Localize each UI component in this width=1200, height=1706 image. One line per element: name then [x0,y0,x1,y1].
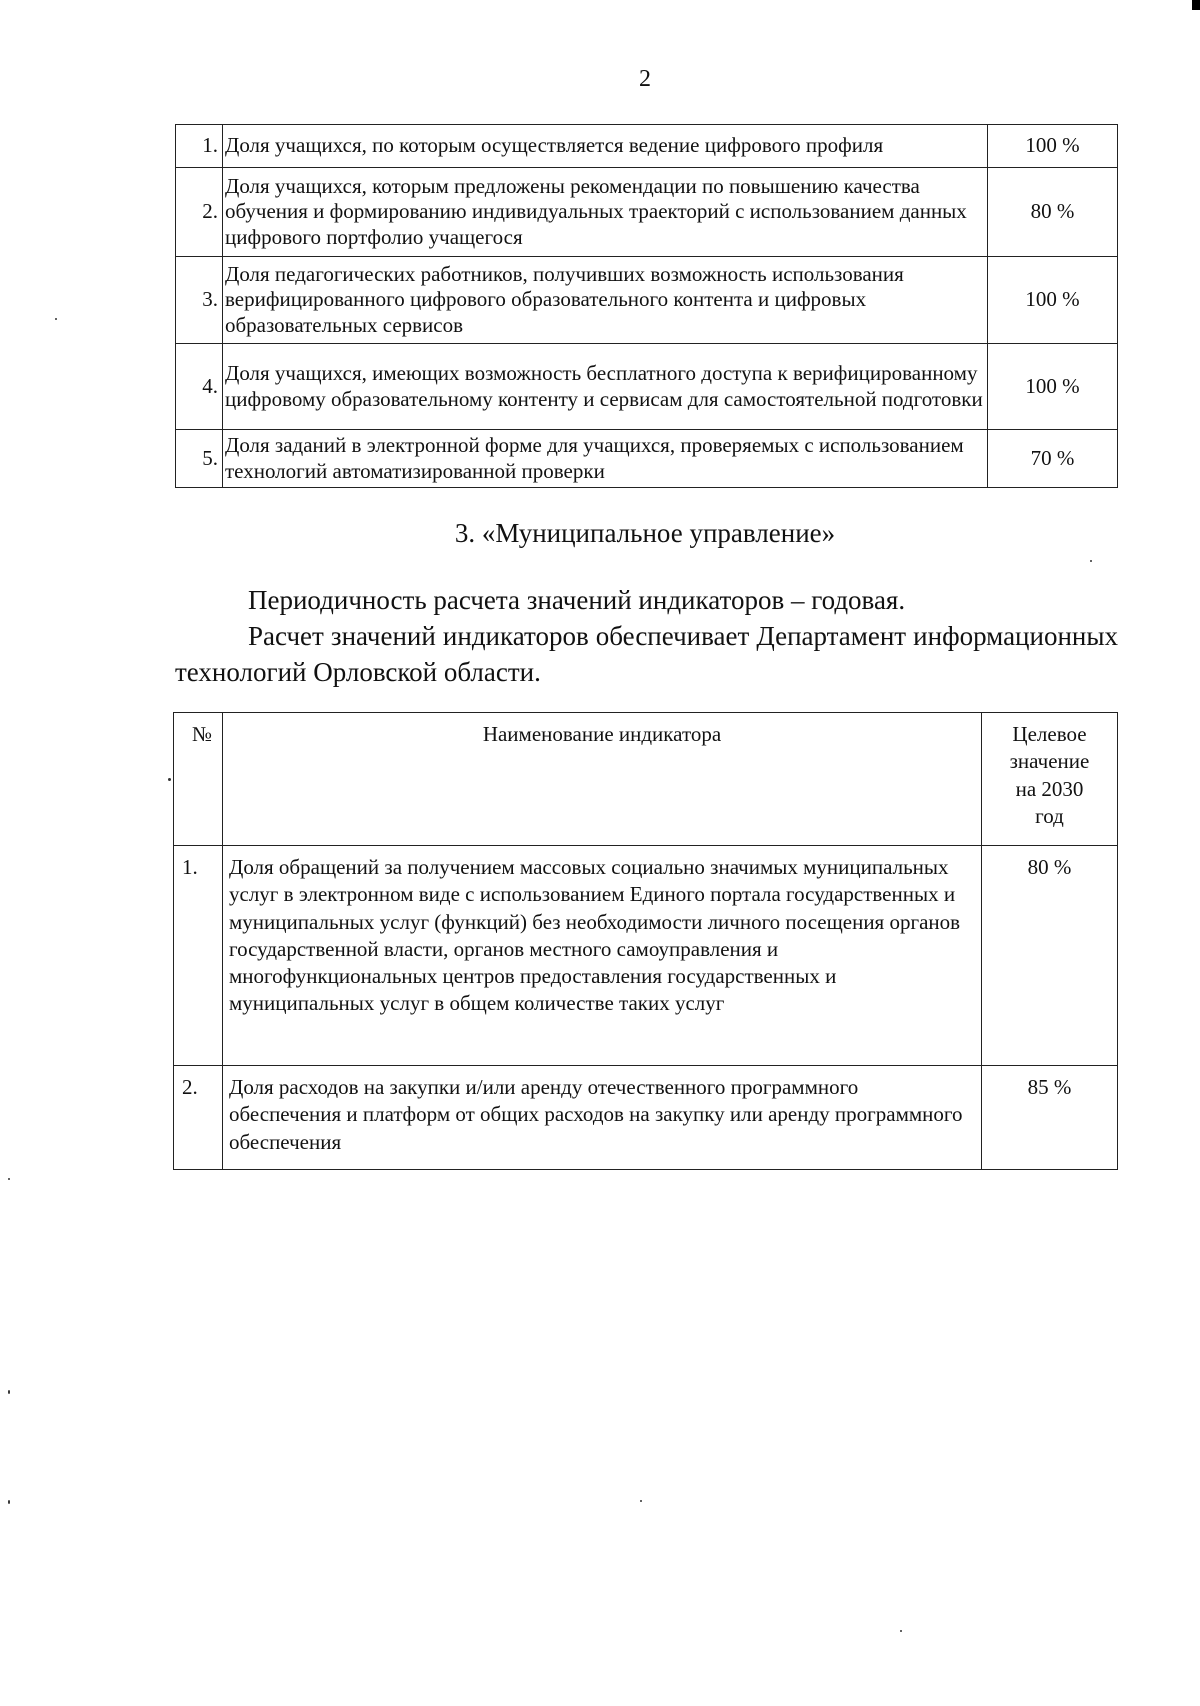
indicator-text: Доля учащихся, по которым осуществляется ведение цифрового профиля [223,125,988,168]
scan-speck [55,318,57,320]
table-row [176,168,1118,257]
responsible-paragraph: Расчет значений индикаторов обеспечивает Департамент информационных технологий Орловской области. [175,621,1118,687]
row-number: 1. [176,125,223,168]
indicator-value: 80 % [982,846,1118,1066]
scan-speck [1090,560,1092,562]
indicator-value: 100 % [988,257,1118,344]
indicator-value: 85 % [982,1066,1118,1170]
row-number: 1. [174,846,223,1066]
indicators-table-municipal [173,712,1118,1170]
indicator-value: 100 % [988,125,1118,168]
indicator-text: Доля расходов на закупки и/или аренду отечественного программного обеспечения и платформ от общих расходов на закупку или аренду программного обеспечения [223,1066,982,1170]
scan-speck [8,1390,10,1394]
indicator-value: 80 % [988,168,1118,257]
table-row [176,344,1118,430]
indicator-value: 100 % [988,344,1118,430]
table-row [176,257,1118,344]
page-number: 2 [639,66,651,92]
indicator-text: Доля учащихся, имеющих возможность бесплатного доступа к верифицированному цифровому образовательному контенту и сервисам для самостоятельной подготовки [223,344,988,430]
header-target-value [982,713,1118,846]
section-heading: 3. «Муниципальное управление» [454,518,836,548]
header-target-line: на 2030 [1015,776,1084,801]
table-header-row [174,713,1118,846]
scan-speck [900,1630,902,1632]
row-number: 5. [176,430,223,488]
row-number: 3. [176,257,223,344]
scan-speck [168,778,171,781]
row-number: 2. [176,168,223,257]
row-number: 4. [176,344,223,430]
header-target-line: значение [1009,749,1090,774]
header-target-line: Целевое [1012,722,1087,746]
periodicity-paragraph: Периодичность расчета значений индикаторов – годовая. [248,585,906,615]
row-number: 2. [174,1066,223,1170]
scan-speck [8,1500,10,1504]
header-indicator-name: Наименование индикатора [223,713,982,846]
scan-corner-mark [1192,0,1200,10]
table-row [176,430,1118,488]
indicator-value: 70 % [988,430,1118,488]
table-row [174,846,1118,1066]
scan-speck [8,1178,10,1180]
scan-speck [640,1500,642,1502]
table-row [174,1066,1118,1170]
indicator-text: Доля педагогических работников, получивших возможность использования верифицированного цифрового образовательного контента и цифровых образовательных сервисов [223,257,988,344]
indicator-text: Доля заданий в электронной форме для учащихся, проверяемых с использованием технологий автоматизированной проверки [223,430,988,488]
indicators-table-education [175,124,1118,488]
header-target-line: год [1035,803,1064,828]
table-row [176,125,1118,168]
indicator-text: Доля обращений за получением массовых социально значимых муниципальных услуг в электронном виде с использованием Единого портала государственных и муниципальных услуг (функций) без необходимости личного посещения органов государственной власти, органов местного самоуправления и многофункциональных центров предоставления государственных и муниципальных услуг в общем количестве таких услуг [223,846,982,1066]
indicator-text: Доля учащихся, которым предложены рекомендации по повышению качества обучения и формированию индивидуальных траекторий с использованием данных цифрового портфолио учащегося [223,168,988,257]
header-number: № [174,713,223,846]
